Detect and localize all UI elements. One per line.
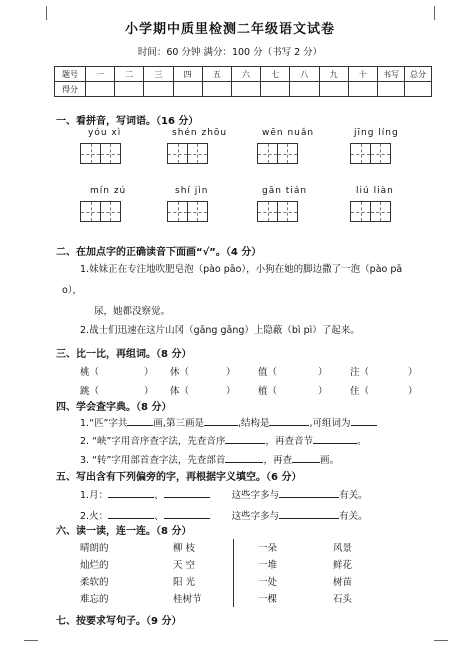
compare-char: 注（ <box>350 367 370 378</box>
answer-blank[interactable] <box>225 453 263 463</box>
question-text: 这些字多与 <box>231 490 280 501</box>
question-text: ,结构是 <box>237 418 270 429</box>
dict-question-3 <box>80 452 339 466</box>
pinyin-label: liú liàn <box>356 186 394 196</box>
divider-line <box>233 539 234 607</box>
compare-close: ） <box>408 367 418 378</box>
writing-grid[interactable] <box>257 201 297 222</box>
writing-grid[interactable] <box>350 201 390 222</box>
score-header-cell: 题号 <box>55 67 86 82</box>
score-header-cell: 总分 <box>405 67 432 82</box>
writing-cell[interactable] <box>370 201 391 222</box>
section-2-heading: 二、在加点字的正确读音下面画“√”。（4 分） <box>56 247 262 258</box>
writing-cell[interactable] <box>100 143 121 164</box>
score-cell[interactable] <box>231 82 260 97</box>
question-text: ,可组词为 <box>309 418 351 429</box>
score-cell[interactable] <box>115 82 144 97</box>
writing-grid[interactable] <box>80 143 120 164</box>
pinyin-label: gān tián <box>262 186 308 196</box>
question-text: ，再查音节 <box>265 436 313 447</box>
question-text: 2.战士们迅速在这片山冈（gāng gāng）上隐蔽（bì pì）了起来。 <box>80 325 360 336</box>
answer-blank[interactable] <box>292 453 320 463</box>
compare-close: ） <box>144 386 154 397</box>
writing-cell[interactable] <box>257 201 278 222</box>
question-text: 有关。 <box>339 511 368 522</box>
answer-blank[interactable] <box>313 434 357 444</box>
match-left-item[interactable]: 难忘的 <box>80 594 109 605</box>
match-left-item[interactable]: 柔软的 <box>80 577 109 588</box>
section-3-heading: 三、比一比，再组词。（8 分） <box>56 349 192 360</box>
score-row-label: 得分 <box>55 82 86 97</box>
compare-close: ） <box>318 367 328 378</box>
compare-char: 休（ <box>170 367 190 378</box>
score-header-cell: 书写 <box>378 67 405 82</box>
answer-blank[interactable] <box>164 488 210 498</box>
pinyin-label: shén zhōu <box>172 128 228 138</box>
score-header-cell: 五 <box>202 67 231 82</box>
answer-blank[interactable] <box>164 509 210 519</box>
score-header-cell: 七 <box>261 67 290 82</box>
answer-blank[interactable] <box>108 488 154 498</box>
writing-grid[interactable] <box>80 201 120 222</box>
writing-cell[interactable] <box>187 201 208 222</box>
match-num-item[interactable]: 一堆 <box>258 560 278 571</box>
score-cell[interactable] <box>319 82 348 97</box>
dict-question-1 <box>80 415 377 429</box>
section-4-heading: 四、学会查字典。（8 分） <box>56 402 172 413</box>
writing-cell[interactable] <box>350 143 371 164</box>
writing-cell[interactable] <box>187 143 208 164</box>
writing-cell[interactable] <box>257 143 278 164</box>
compare-close: ） <box>408 386 418 397</box>
writing-cell[interactable] <box>100 201 121 222</box>
writing-grid[interactable] <box>257 143 297 164</box>
writing-cell[interactable] <box>80 201 101 222</box>
score-header-cell: 三 <box>144 67 173 82</box>
writing-cell[interactable] <box>167 201 188 222</box>
question-text: 。 <box>356 436 367 447</box>
compare-close: ） <box>144 367 154 378</box>
score-header-cell: 八 <box>290 67 319 82</box>
answer-blank[interactable] <box>204 416 238 426</box>
match-mid-item[interactable]: 阳 光 <box>173 577 196 588</box>
compare-char: 跳（ <box>80 386 100 397</box>
question-text: 2.火： <box>80 511 109 522</box>
question-text: 1.妹妹正在专注地吹肥皂泡（pào pāo），小狗在她的脚边撒了一泡（pào pā <box>80 264 403 275</box>
writing-cell[interactable] <box>167 143 188 164</box>
question-text: ，再查 <box>263 455 292 466</box>
match-num-item[interactable]: 一处 <box>258 577 278 588</box>
exam-title: 小学期中质里检测二年级语文试卷 <box>124 22 335 37</box>
pinyin-label: shí jìn <box>175 186 209 196</box>
score-table-score-row <box>55 82 432 97</box>
writing-cell[interactable] <box>277 201 298 222</box>
match-num-item[interactable]: 一棵 <box>258 594 278 605</box>
match-mid-item[interactable]: 柳 枝 <box>173 543 196 554</box>
score-cell[interactable] <box>144 82 173 97</box>
answer-blank[interactable] <box>279 488 339 498</box>
score-cell[interactable] <box>86 82 115 97</box>
radical-question-2 <box>80 508 368 522</box>
question-text: 这些字多与 <box>231 511 280 522</box>
section-5-heading: 五、写出含有下列偏旁的字，再根据字义填空。（6 分） <box>56 472 302 483</box>
question-text: 画。 <box>319 455 339 466</box>
match-mid-item[interactable]: 天 空 <box>173 560 196 571</box>
question-text: 有关。 <box>339 490 368 501</box>
pinyin-label: yóu xì <box>88 128 122 138</box>
question-text: 1.月： <box>80 490 109 501</box>
answer-blank[interactable] <box>108 509 154 519</box>
crop-mark-bottom-right <box>434 640 448 651</box>
match-right-item[interactable]: 风景 <box>333 543 353 554</box>
pinyin-label: jīng líng <box>354 128 399 138</box>
dict-question-2 <box>80 433 366 447</box>
exam-subtitle: 时间：60 分钟 满分：100 分（书写 2 分） <box>137 47 323 58</box>
answer-blank[interactable] <box>351 416 377 426</box>
writing-grid[interactable] <box>350 143 390 164</box>
compare-char: 体（ <box>170 386 190 397</box>
answer-blank[interactable] <box>225 434 265 444</box>
score-header-cell: 二 <box>115 67 144 82</box>
crop-mark-bottom-left <box>24 640 38 651</box>
match-left-item[interactable]: 晴朗的 <box>80 543 109 554</box>
match-right-item[interactable]: 石头 <box>333 594 353 605</box>
writing-cell[interactable] <box>370 143 391 164</box>
answer-blank[interactable] <box>269 416 309 426</box>
question-text: 画,第三画是 <box>153 418 204 429</box>
compare-char: 值（ <box>258 367 278 378</box>
score-header-cell: 九 <box>319 67 348 82</box>
compare-char: 桃（ <box>80 367 100 378</box>
score-header-cell: 六 <box>231 67 260 82</box>
section-1-heading: 一、看拼音，写词语。（16 分） <box>56 116 199 127</box>
match-left-item[interactable]: 灿烂的 <box>80 560 109 571</box>
answer-blank[interactable] <box>279 509 339 519</box>
pinyin-label: wēn nuǎn <box>262 128 315 138</box>
question-text: 尿，她都没察觉。 <box>94 306 171 317</box>
score-cell[interactable] <box>290 82 319 97</box>
match-right-item[interactable]: 树苗 <box>333 577 353 588</box>
pinyin-label: mín zú <box>90 186 127 196</box>
answer-blank[interactable] <box>127 416 153 426</box>
question-text: o）， <box>62 285 83 296</box>
match-right-item[interactable]: 鲜花 <box>333 560 353 571</box>
writing-grid[interactable] <box>167 143 207 164</box>
score-header-cell: 一 <box>86 67 115 82</box>
compare-close: ） <box>226 367 236 378</box>
writing-cell[interactable] <box>277 143 298 164</box>
compare-close: ） <box>226 386 236 397</box>
writing-cell[interactable] <box>80 143 101 164</box>
score-cell[interactable] <box>173 82 202 97</box>
score-header-cell: 四 <box>173 67 202 82</box>
question-text: 1.“匹”字共 <box>80 418 128 429</box>
writing-grid[interactable] <box>167 201 207 222</box>
question-text: 、 <box>154 511 164 522</box>
compare-char: 住（ <box>350 386 370 397</box>
score-table <box>54 66 432 97</box>
score-table-header-row <box>55 67 432 82</box>
match-mid-item[interactable]: 桂树节 <box>173 594 202 605</box>
question-text: 2. “峡”字用音序查字法，先查音序 <box>80 436 226 447</box>
score-cell[interactable] <box>405 82 432 97</box>
question-text: 、 <box>154 490 164 501</box>
score-cell[interactable] <box>202 82 231 97</box>
score-cell[interactable] <box>261 82 290 97</box>
score-header-cell: 十 <box>348 67 377 82</box>
section-6-heading: 六、读一读，连一连。（8 分） <box>56 526 192 537</box>
match-num-item[interactable]: 一朵 <box>258 543 278 554</box>
score-cell[interactable] <box>378 82 405 97</box>
section-7-heading: 七、按要求写句子。（9 分） <box>56 616 182 627</box>
score-cell[interactable] <box>348 82 377 97</box>
radical-question-1 <box>80 487 368 501</box>
compare-char: 植（ <box>258 386 278 397</box>
question-text: 3. “转”字用部首查字法，先查部首 <box>80 455 226 466</box>
compare-close: ） <box>318 386 328 397</box>
writing-cell[interactable] <box>350 201 371 222</box>
